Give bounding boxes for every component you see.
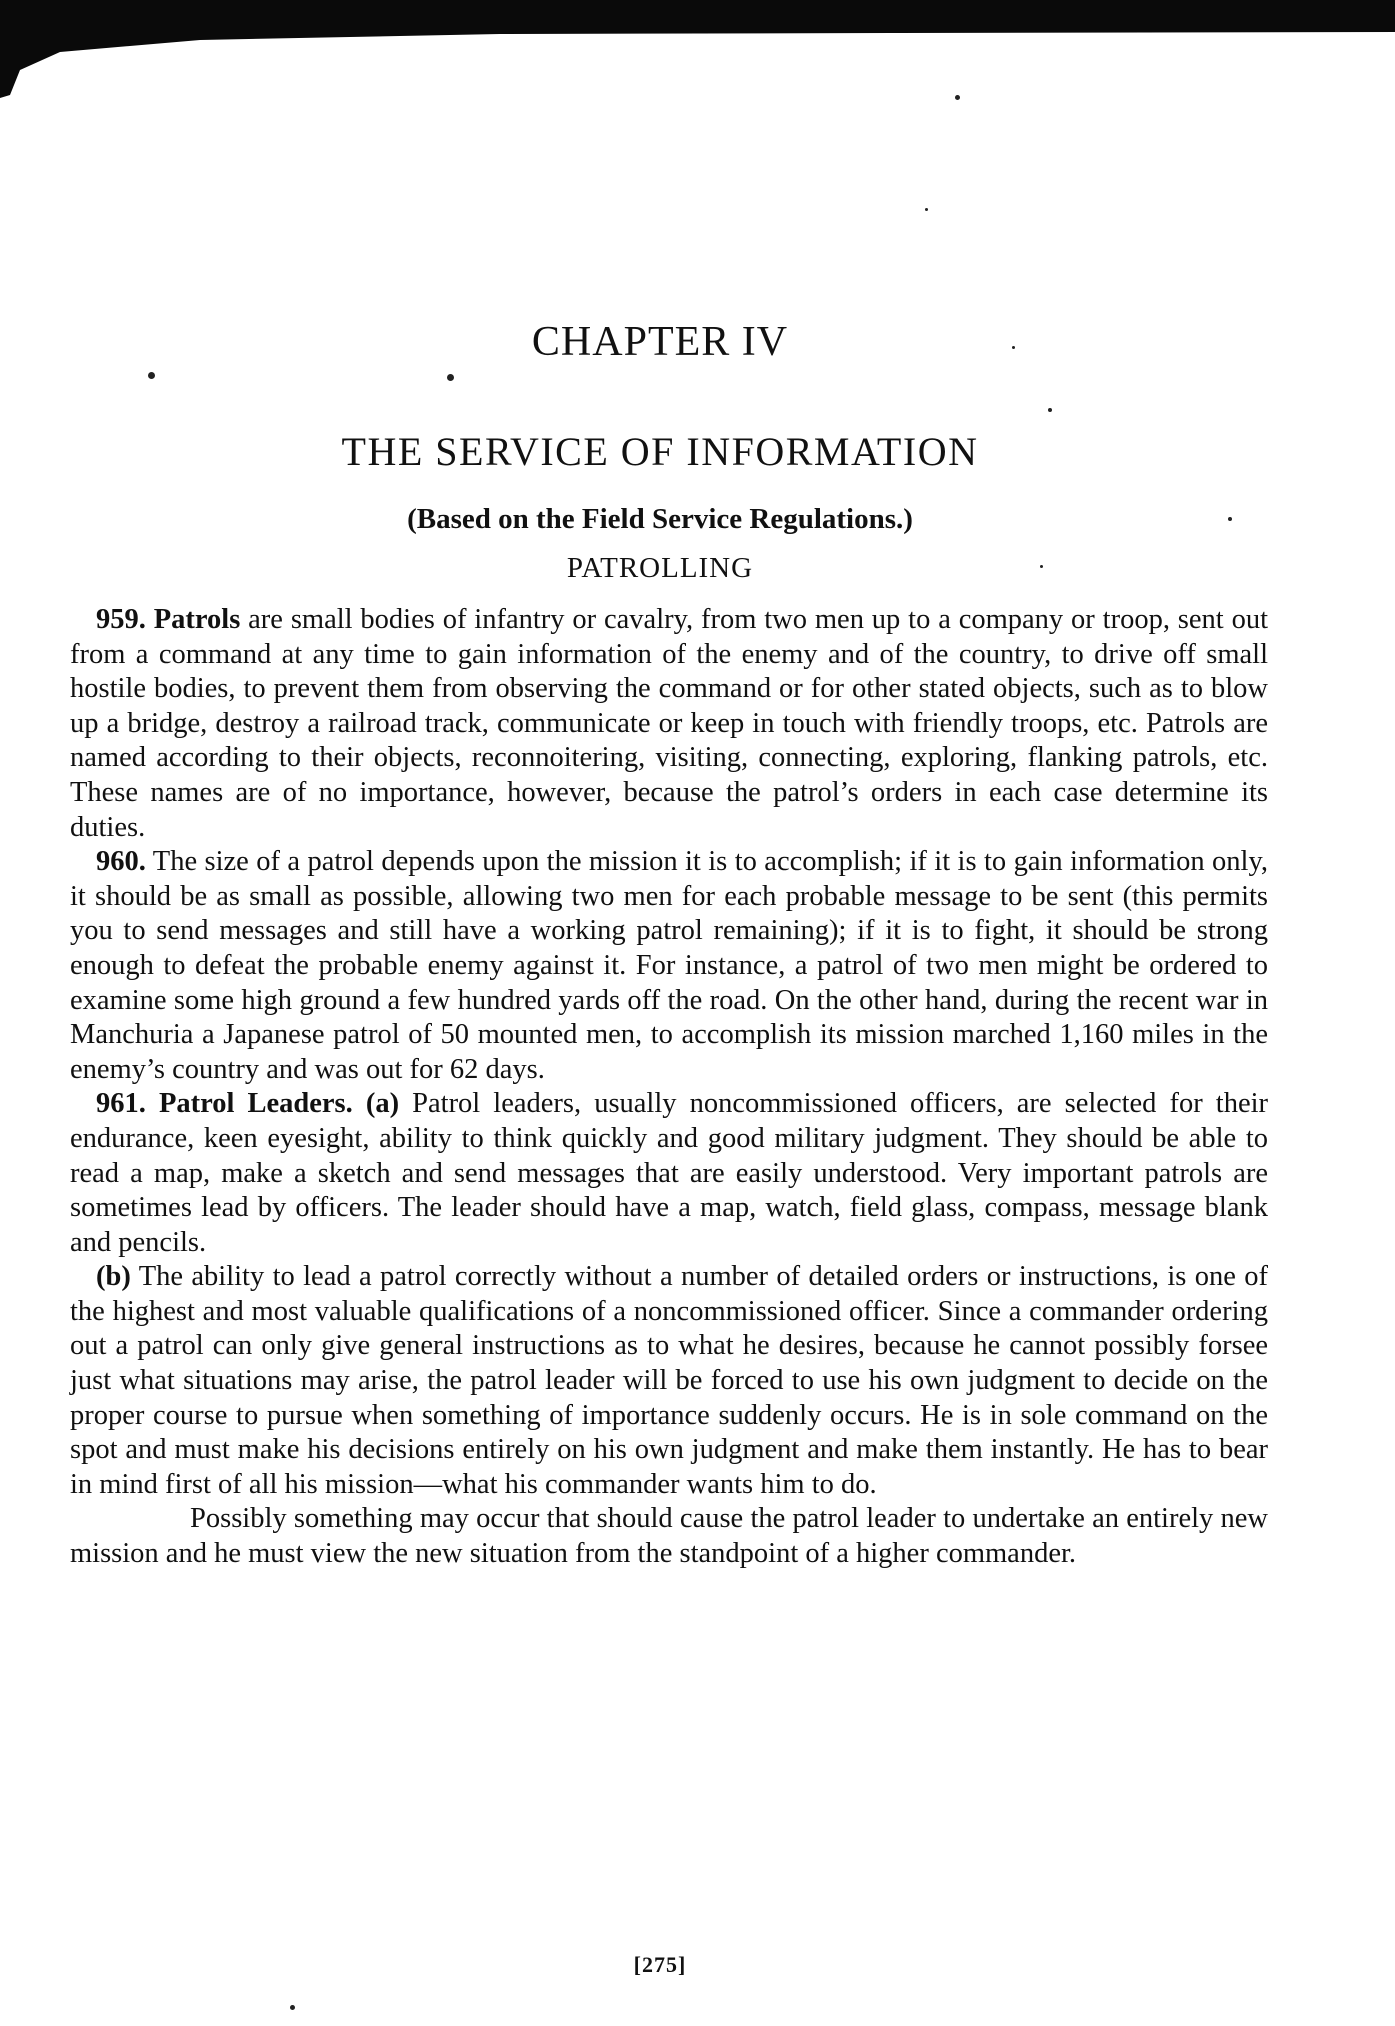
chapter-title: THE SERVICE OF INFORMATION xyxy=(341,429,979,474)
subparagraph-marker: (b) xyxy=(96,1261,131,1293)
chapter-subtitle: (Based on the Field Service Regulations.) xyxy=(407,503,913,535)
scan-speck xyxy=(955,95,960,100)
paragraph-961a xyxy=(70,1087,1268,1260)
paragraph-text: The ability to lead a patrol correctly without a number of detailed orders or instructions, is one of the highest and most valuable qualifications of a noncommissioned officer. Since a commander ordering out a patrol can only give general instructions as to what he desires, because he cannot possibly forsee just what situations may arise, the patrol leader will be forced to use his own judgment to decide on the proper course to pursue when something of importance suddenly occurs. He is in sole command on the spot and must make his decisions entirely on his own judgment and make them instantly. He has to bear in mind first of all his mission—what his commander wants him to do. xyxy=(70,1261,1268,1500)
scan-speck xyxy=(148,372,155,379)
scan-speck xyxy=(447,374,454,381)
paragraph-text: are small bodies of infantry or cavalry, from two men up to a company or troop, sent out from a command at any time to gain information of the enemy and of the country, to drive off small hostile bodies, to prevent them from observing the command or for other stated objects, such as to blow up a bridge, destroy a railroad track, communicate or keep in touch with friendly troops, etc. Patrols are named according to their objects, reconnoitering, visiting, connecting, exploring, flanking patrols, etc. These names are of no importance, however, because the patrol’s orders in each case determine its duties. xyxy=(70,604,1268,843)
paragraph-number: 960. xyxy=(96,846,146,878)
paragraph-label: Patrol Leaders. xyxy=(158,1088,353,1120)
paragraph-number: 959. xyxy=(96,604,146,635)
scan-speck xyxy=(925,208,928,211)
paragraph-continuation xyxy=(70,1502,1268,1571)
page-number: [275] xyxy=(633,1952,687,1977)
paragraph-961b xyxy=(70,1260,1268,1502)
chapter-heading: CHAPTER IV xyxy=(531,319,789,365)
scan-speck xyxy=(290,2005,295,2010)
section-heading: PATROLLING xyxy=(566,552,754,584)
paragraph-text: The size of a patrol depends upon the mission it is to accomplish; if it is to gain information only, it should be as small as possible, allowing two men for each probable message to be sent (this permits you to send messages and still have a working patrol remaining); if it is to fight, it should be strong enough to defeat the probable enemy against it. For instance, a patrol of two men might be ordered to examine some high ground a few hundred yards off the road. On the other hand, during the recent war in Manchuria a Japanese patrol of 50 mounted men, to accomplish its mission marched 1,160 miles in the enemy’s country and was out for 62 days. xyxy=(70,846,1268,1085)
body-text xyxy=(70,603,1268,1572)
paragraph-959 xyxy=(70,603,1268,845)
scan-edge-shadow xyxy=(0,0,1395,100)
paragraph-text: Patrol leaders, usually noncommissioned officers, are selected for their endurance, keen eyesight, ability to think quickly and good military judgment. They should be able to read a map, make a sketch and send messages that are easily understood. Very important patrols are sometimes lead by officers. The leader should have a map, watch, field glass, compass, message blank and pencils. xyxy=(70,1088,1269,1258)
paragraph-960 xyxy=(70,845,1268,1087)
paragraph-text: Possibly something may occur that should cause the patrol leader to undertake an entirely new mission and he must view the new situation from the standpoint of a higher commander. xyxy=(70,1503,1268,1570)
paragraph-number: 961. xyxy=(96,1088,146,1120)
scan-speck xyxy=(1048,408,1052,412)
subparagraph-marker: (a) xyxy=(365,1088,400,1120)
paragraph-label: Patrols xyxy=(153,604,241,635)
